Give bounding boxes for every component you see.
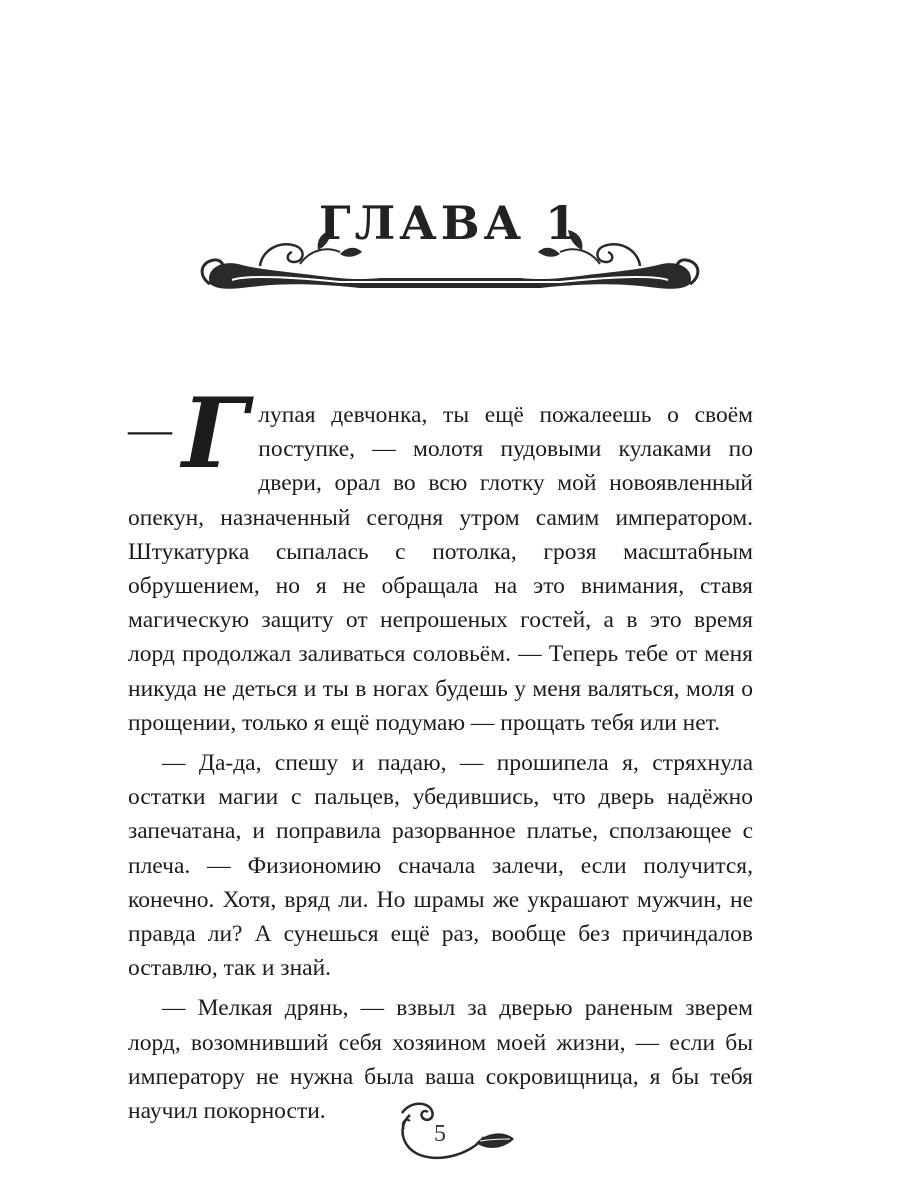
page-number: 5 bbox=[434, 1121, 446, 1147]
drop-cap: Г bbox=[182, 377, 249, 490]
chapter-header bbox=[0, 180, 900, 310]
chapter-title: ГЛАВА 1 bbox=[318, 196, 582, 250]
paragraph-text: лупая девчонка, ты ещё пожалеешь о своём поступке, — молотя пудовыми кулаками по двери, орал во всю глотку мой новоявленный опекун, назначенный сегодня утром самим императором. Штукатурка сыпалась с потолка, грозя масштабным обрушением, но я не обращала на это внимания, ставя магическую защиту от непрошеных гостей, а в это время лорд продолжал заливаться соловьём. — Теперь тебе от меня никуда не деться и ты в ногах будешь у меня валяться, моля о прощении, только я ещё подумаю — прощать тебя или нет. bbox=[128, 402, 753, 736]
paragraph-text: — Мелкая дрянь, — взвыл за дверью раненым зверем лорд, возомнивший себя хозяином моей жизни, — если бы императору не нужна была ваша сокровищница, я бы тебя научил покорности. bbox=[128, 995, 753, 1125]
paragraph-text: — Да-да, спешу и падаю, — прошипела я, стряхнула остатки магии с пальцев, убедившись, что дверь надёжно запечатана, и поправила разорванное платье, сползающее с плеча. — Физиономию сначала залечи, если получится, конечно. Хотя, вряд ли. Но шрамы же украшают мужчин, не правда ли? А сунешься ещё раз, вообще без причиндалов оставлю, так и знай. bbox=[128, 750, 753, 982]
body-text bbox=[128, 377, 753, 1134]
paragraph bbox=[128, 746, 753, 985]
lead-dash: — bbox=[128, 405, 172, 454]
page-footer bbox=[380, 1095, 530, 1175]
footer-ornament-icon bbox=[380, 1095, 530, 1175]
paragraph bbox=[128, 377, 753, 740]
